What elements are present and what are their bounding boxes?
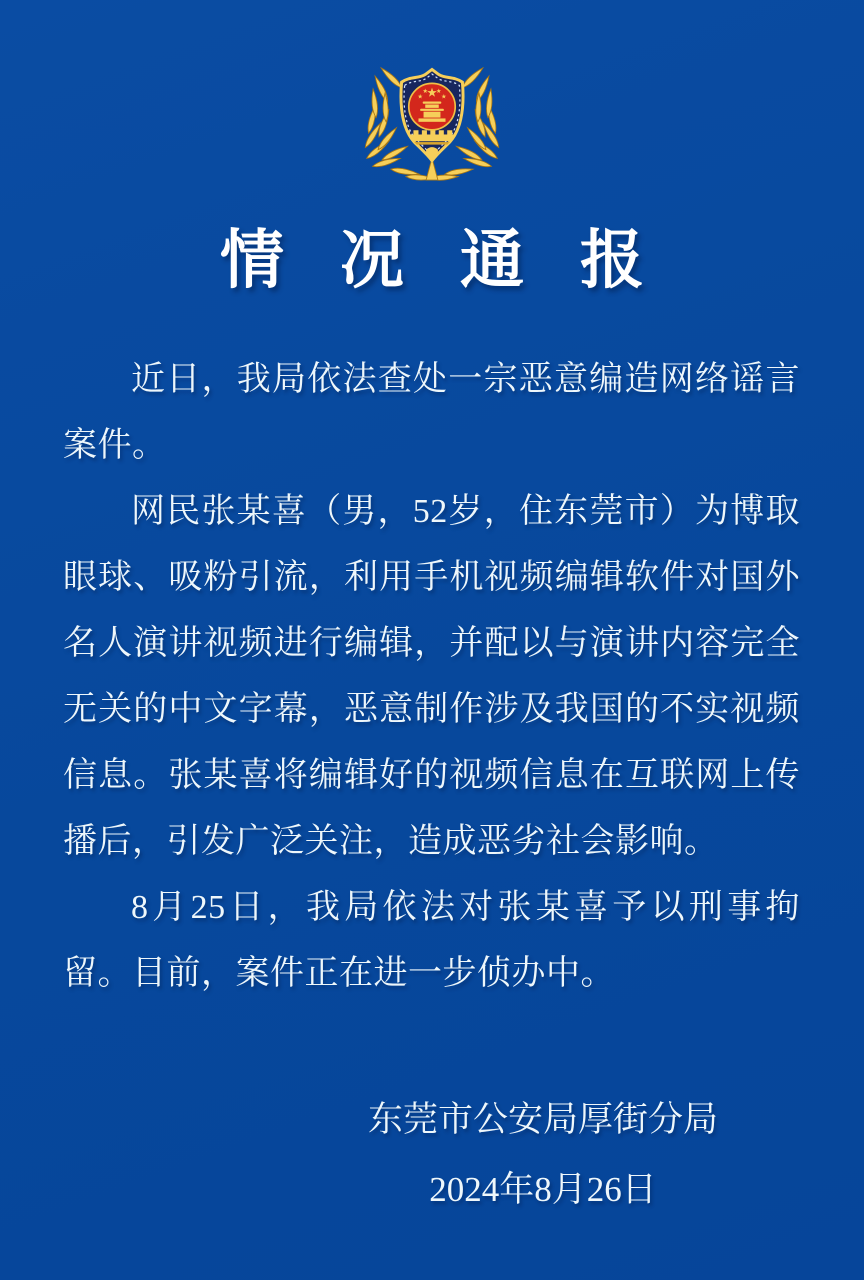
notice-paragraph-3: 8月25日，我局依法对张某喜予以刑事拘留。目前，案件正在进一步侦办中。 (63, 889, 800, 992)
police-badge-emblem (0, 0, 864, 187)
notice-paragraph-2: 网民张某喜（男，52岁，住东莞市）为博取眼球、吸粉引流，利用手机视频编辑软件对国外名人演讲视频进行编辑，并配以与演讲内容完全无关的中文字幕，恶意制作涉及我国的不实视频信息。张某喜将编辑好的视频信息在互联网上传播后，引发广泛关注，造成恶劣社会影响。 (63, 493, 800, 860)
signature-block (368, 1085, 718, 1225)
notice-paragraph-1: 近日，我局依法查处一宗恶意编造网络谣言案件。 (63, 361, 800, 464)
notice-body (0, 347, 864, 1007)
issuing-authority: 东莞市公安局厚街分局 (367, 1100, 718, 1139)
police-badge-icon (356, 60, 508, 187)
issue-date: 2024年8月26日 (429, 1170, 657, 1209)
notice-title: 情 况 通 报 (220, 225, 664, 296)
